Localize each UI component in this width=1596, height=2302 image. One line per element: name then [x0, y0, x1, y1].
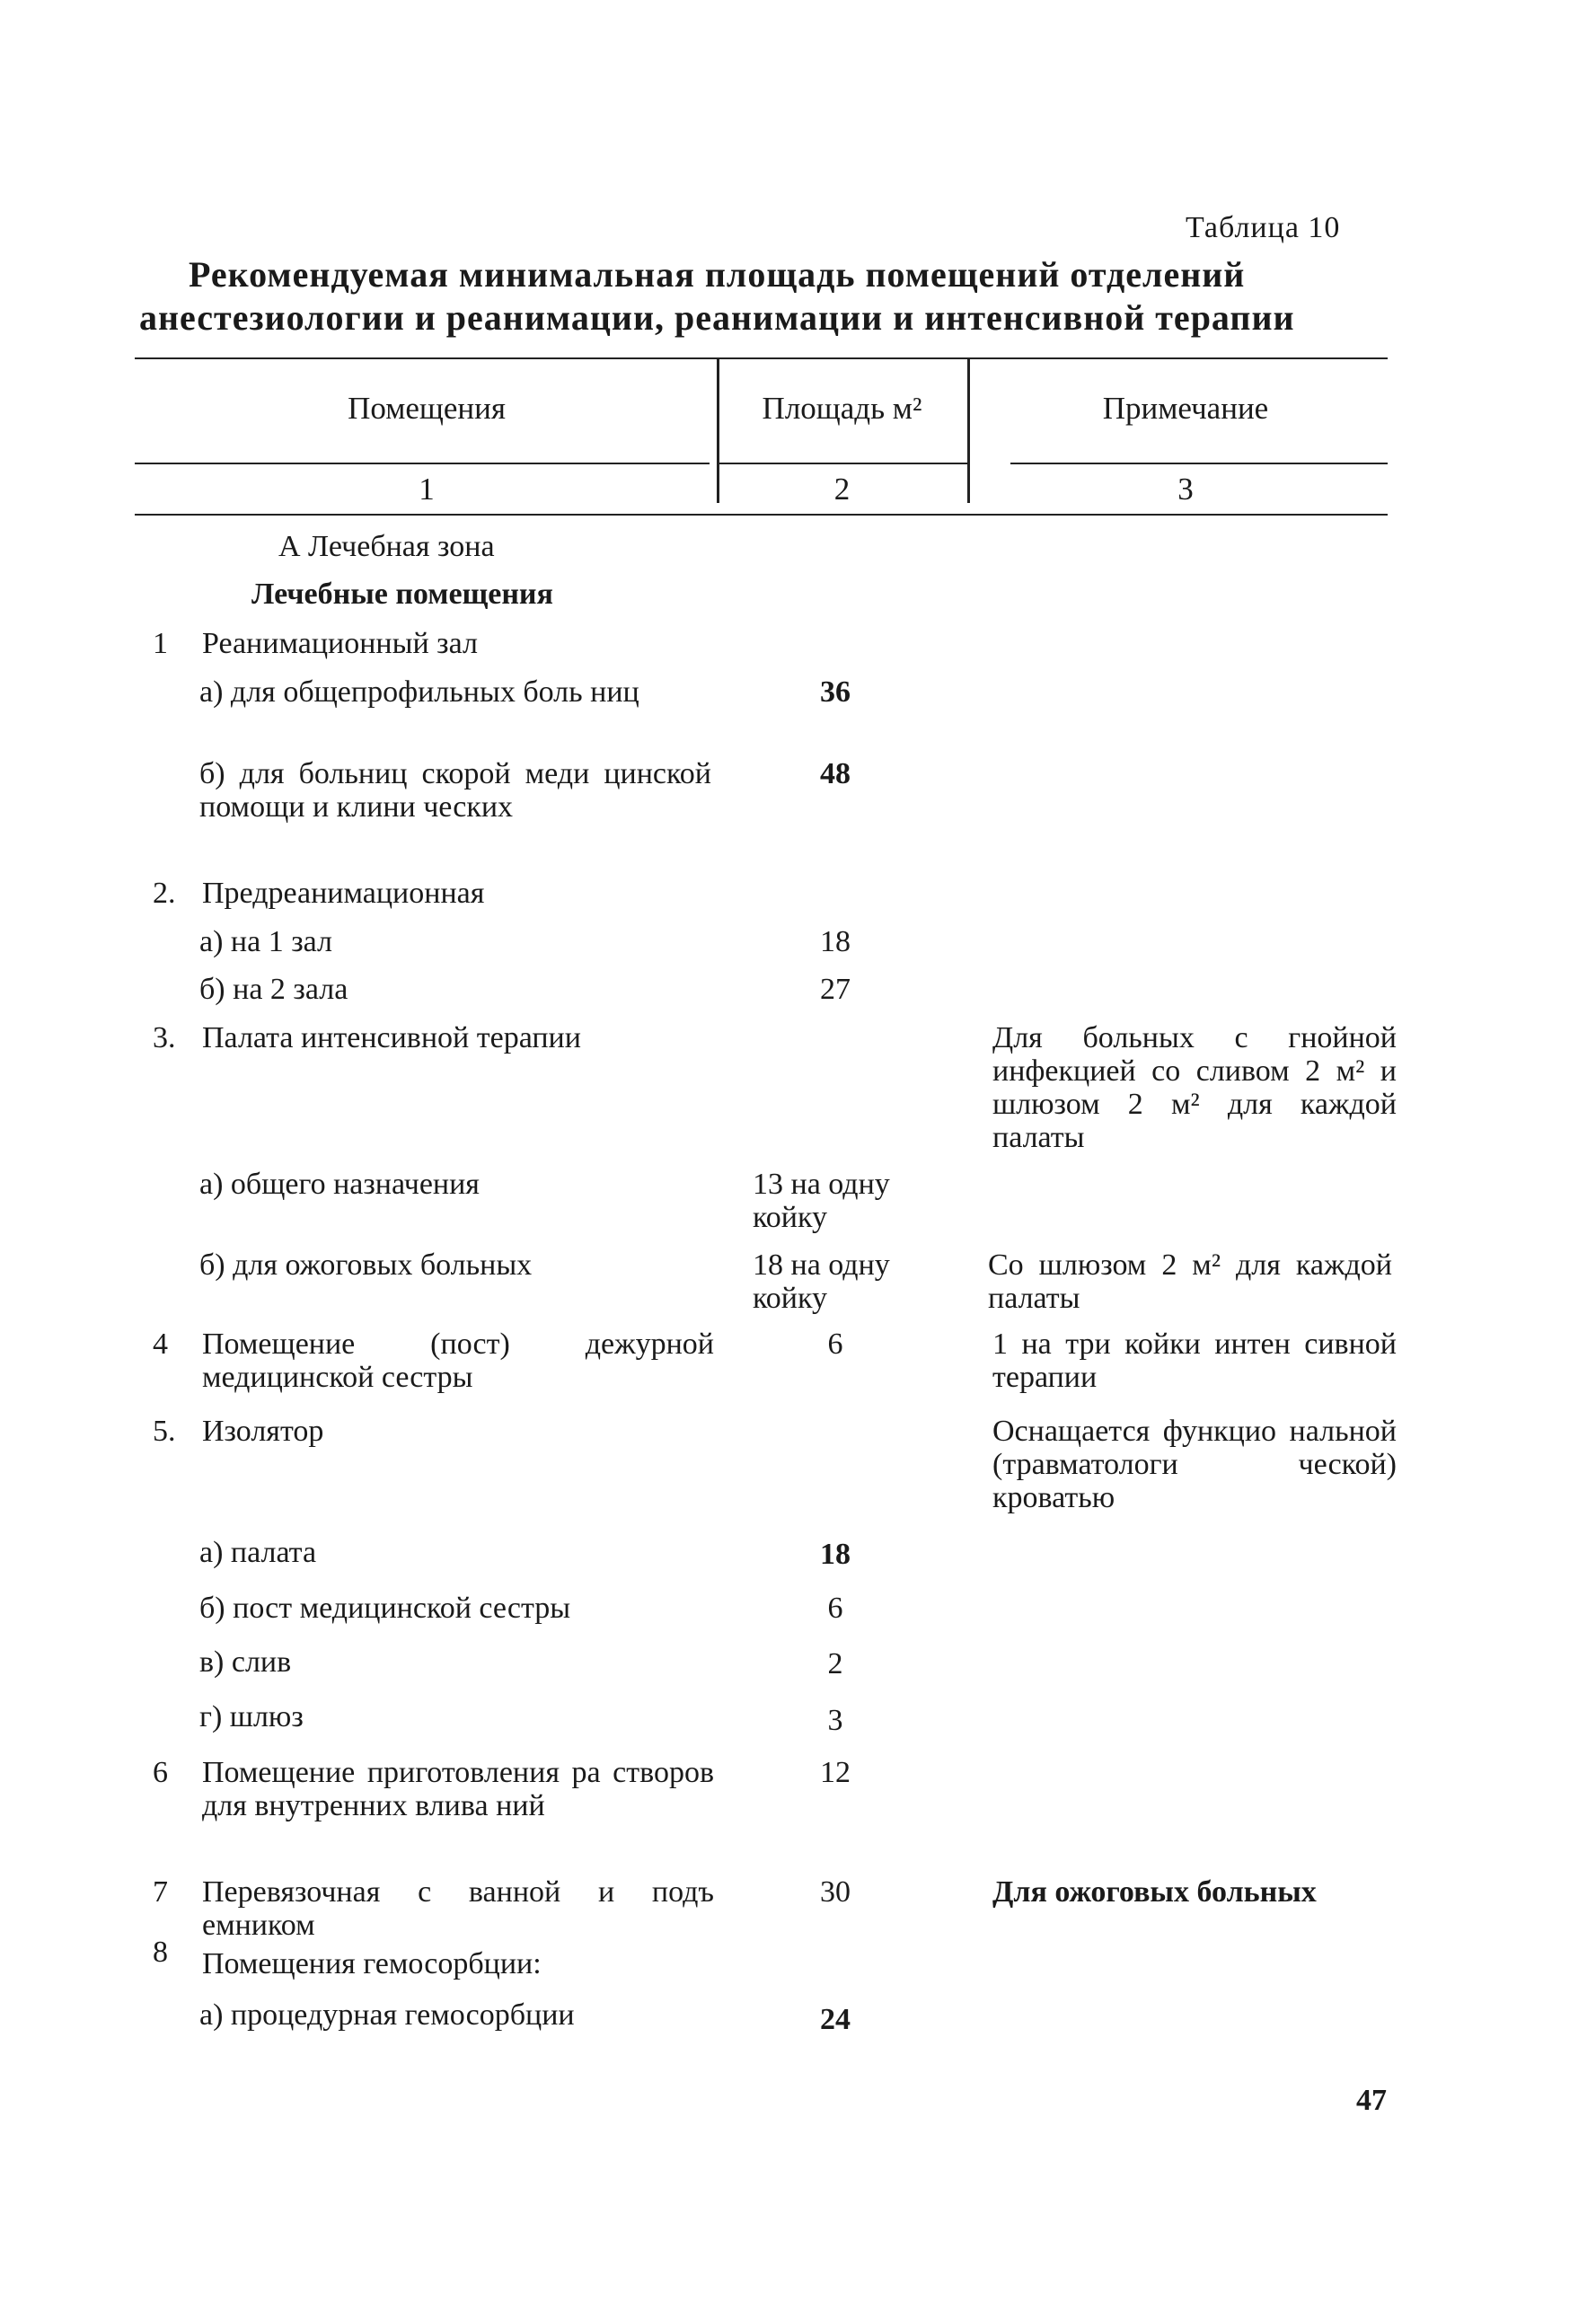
row-2-name: а) для общепрофильных боль ниц	[199, 675, 639, 709]
row-13-name: б) пост медицинской сестры	[199, 1592, 571, 1625]
row-8-area: 13 на одну койку	[753, 1168, 890, 1234]
row-9-note: Со шлюзом 2 м² для каждой палаты	[988, 1248, 1392, 1315]
row-12-area: 18	[820, 1538, 851, 1571]
row-11-num: 5.	[153, 1415, 176, 1448]
column-number-1: 1	[419, 472, 435, 507]
header-mid-rule-right	[1010, 463, 1388, 464]
row-15-name: г) шлюз	[199, 1700, 304, 1733]
column-number-3: 3	[1177, 472, 1194, 507]
row-7-note: Для больных с гнойной инфекцией со сливом 2 м² и шлюзом 2 м² для каждой палаты	[992, 1021, 1397, 1154]
row-7-num: 3.	[153, 1021, 176, 1054]
row-11-name: Изолятор	[202, 1415, 324, 1448]
table-title-line-1: Рекомендуемая минимальная площадь помещений отделений	[189, 254, 1246, 295]
table-caption: Таблица 10	[1186, 211, 1341, 244]
row-6-area: 27	[820, 973, 851, 1006]
zone-heading: А Лечебная зона	[278, 530, 495, 563]
page-number: 47	[1356, 2084, 1387, 2117]
row-1-name: Реанимационный зал	[202, 627, 478, 660]
row-18-name: Помещения гемосорбции:	[202, 1947, 542, 1980]
header-mid-rule-center	[719, 463, 970, 464]
row-11-note: Оснащается функцио нальной (травматологи ческой) кроватью	[992, 1415, 1397, 1514]
column-number-2: 2	[833, 472, 851, 507]
row-7-name: Палата интенсивной терапии	[202, 1021, 581, 1054]
row-17-note: Для ожоговых больных	[992, 1875, 1317, 1909]
header-bottom-rule	[135, 514, 1388, 516]
row-14-area: 2	[827, 1647, 843, 1680]
row-8-name: а) общего назначения	[199, 1168, 480, 1201]
row-5-area: 18	[820, 925, 851, 958]
row-12-name: а) палата	[199, 1536, 317, 1569]
row-14-name: в) слив	[199, 1645, 292, 1679]
row-16-num: 6	[153, 1756, 168, 1789]
row-19-area: 24	[820, 2003, 851, 2036]
row-3-area: 48	[820, 757, 851, 790]
row-9-name: б) для ожоговых больных	[199, 1248, 533, 1282]
row-2-area: 36	[820, 675, 851, 709]
row-3-name: б) для больниц скорой меди цинской помощи и клини ческих	[199, 757, 711, 824]
row-19-name: а) процедурная гемосорбции	[199, 1998, 575, 2032]
subzone-heading: Лечебные помещения	[251, 578, 553, 611]
header-rooms: Помещения	[348, 391, 506, 426]
row-1-num: 1	[153, 627, 168, 660]
row-5-name: а) на 1 зал	[199, 925, 332, 958]
row-16-name: Помещение приготовления ра створов для внутренних влива ний	[202, 1756, 714, 1822]
header-note: Примечание	[1102, 391, 1269, 426]
header-mid-rule-left	[135, 463, 710, 464]
row-4-name: Предреанимационная	[202, 877, 485, 910]
row-10-name: Помещение (пост) дежурной медицинской сестры	[202, 1327, 714, 1394]
row-10-num: 4	[153, 1327, 168, 1361]
row-4-num: 2.	[153, 877, 176, 910]
table-title-line-2: анестезиологии и реанимации, реанимации и интенсивной терапии	[139, 297, 1295, 338]
row-6-name: б) на 2 зала	[199, 973, 348, 1006]
row-10-area: 6	[827, 1327, 843, 1361]
row-17-name: Перевязочная с ванной и подъ емником	[202, 1875, 714, 1942]
row-13-area: 6	[827, 1592, 843, 1625]
row-10-note: 1 на три койки интен сивной терапии	[992, 1327, 1397, 1394]
row-17-num: 7	[153, 1875, 168, 1909]
row-18-num: 8	[153, 1936, 168, 1969]
row-15-area: 3	[827, 1704, 843, 1737]
column-divider-2	[967, 359, 970, 503]
header-top-rule	[135, 357, 1388, 359]
row-17-area: 30	[820, 1875, 851, 1909]
row-9-area: 18 на одну койку	[753, 1248, 890, 1315]
header-area: Площадь м²	[762, 391, 922, 426]
row-16-area: 12	[820, 1756, 851, 1789]
